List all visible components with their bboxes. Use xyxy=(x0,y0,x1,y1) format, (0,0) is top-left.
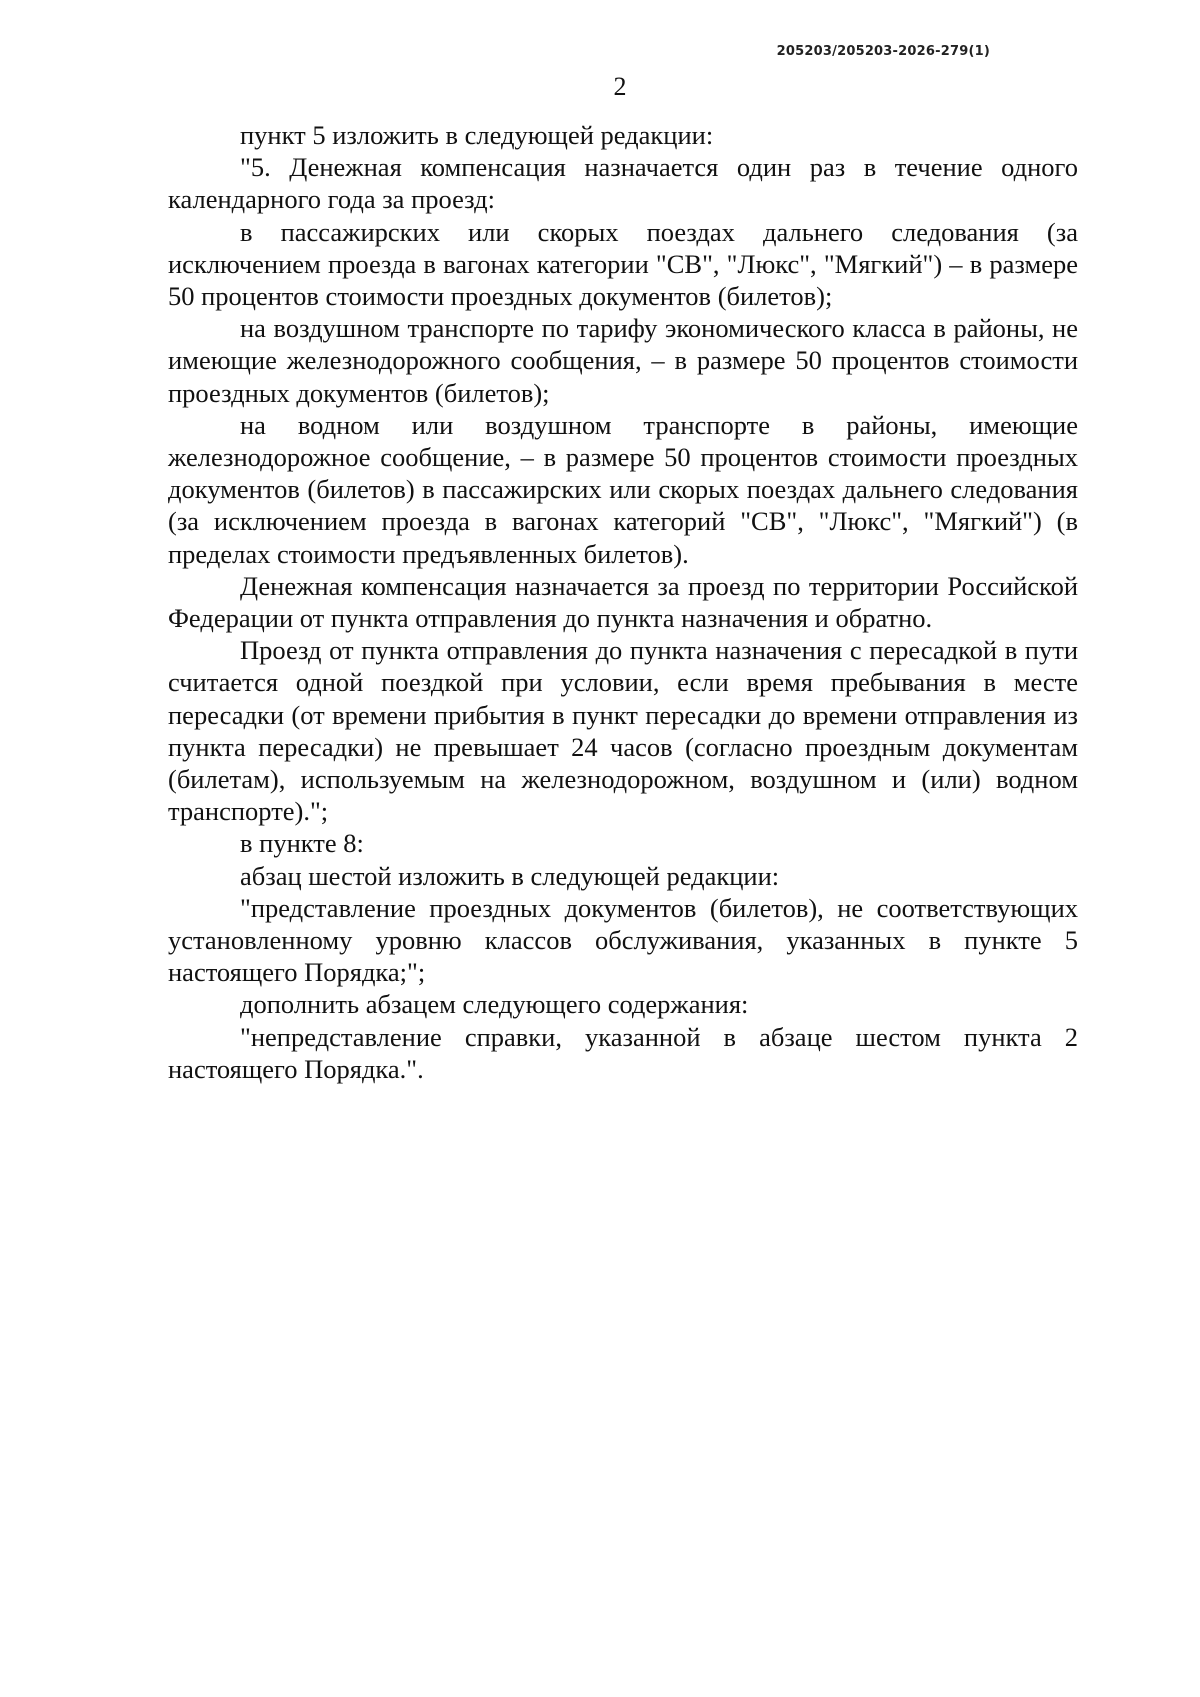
paragraph-intro: пункт 5 изложить в следующей редакции: xyxy=(240,120,714,150)
paragraph-presentation: "представление проездных документов (билетов), не соответствующих установленному уровню классов обслуживания, указанных в пункте 5 настоящего Порядка;"; xyxy=(168,892,1078,988)
paragraph-rail: в пассажирских или скорых поездах дальнего следования (за исключением проезда в вагонах категории "СВ", "Люкс", "Мягкий") – в размере 50 процентов стоимости проездных документов (билетов); xyxy=(168,216,1078,312)
paragraph-territory: Денежная компенсация назначается за проезд по территории Российской Федерации от пункта отправления до пункта назначения и обратно. xyxy=(168,570,1078,634)
paragraph-point-8: в пункте 8: xyxy=(240,828,364,859)
paragraph-point-5: "5. Денежная компенсация назначается один раз в течение одного календарного года за проезд: xyxy=(168,152,1078,215)
paragraph-supplement: дополнить абзацем следующего содержания: xyxy=(240,989,749,1020)
document-body xyxy=(168,119,1078,1085)
paragraph-non-presentation: "непредставление справки, указанной в абзаце шестом пункта 2 настоящего Порядка.". xyxy=(168,1021,1078,1084)
paragraph-water-air: на водном или воздушном транспорте в районы, имеющие железнодорожное сообщение, – в размере 50 процентов стоимости проездных документов (билетов) в пассажирских или скорых поездах дальнего следования (за исключением проезда в вагонах категорий "СВ", "Люкс", "Мягкий") (в пределах стоимости предъявленных билетов). xyxy=(168,409,1078,569)
document-id: 205203/205203-2026-279(1) xyxy=(776,44,990,59)
page-number: 2 xyxy=(613,72,627,101)
paragraph-transfer: Проезд от пункта отправления до пункта назначения с пересадкой в пути считается одной поездкой при условии, если время пребывания в месте пересадки (от времени прибытия в пункт пересадки до времени отправления из пункта пересадки) не превышает 24 часов (согласно проездным документам (билетам), используемым на железнодорожном, воздушном и (или) водном транспорте)."; xyxy=(168,635,1078,827)
paragraph-air: на воздушном транспорте по тарифу экономического класса в районы, не имеющие железнодорожного сообщения, – в размере 50 процентов стоимости проездных документов (билетов); xyxy=(168,313,1078,408)
paragraph-sixth-abzac: абзац шестой изложить в следующей редакции: xyxy=(240,860,780,891)
